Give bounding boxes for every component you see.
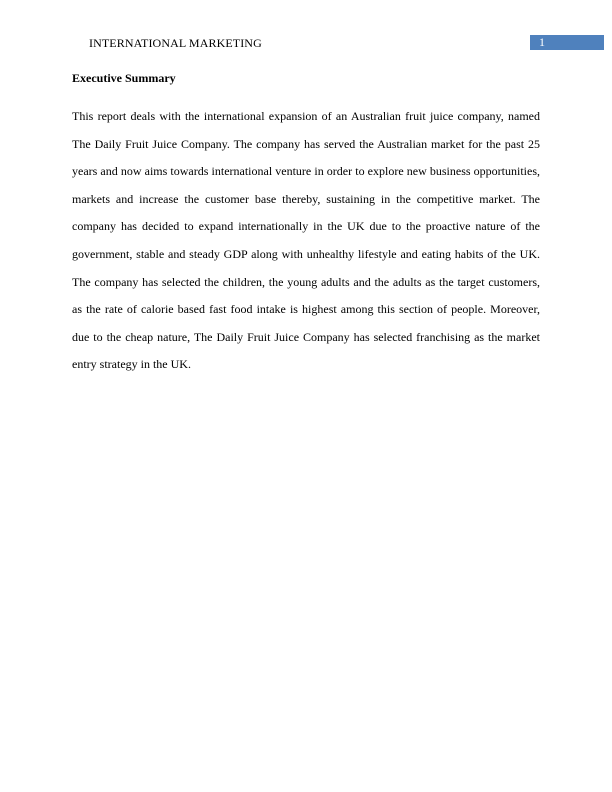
running-header-title: INTERNATIONAL MARKETING bbox=[89, 36, 262, 50]
body-paragraph: This report deals with the international expansion of an Australian fruit juice company, named The Daily Fruit Juice Company. The company has served the Australian market for the past 25 years and now aims towards international venture in order to explore new business opportunities, markets and increase the customer base thereby, sustaining in the competitive market. The company has decided to expand internationally in the UK due to the proactive nature of the government, stable and steady GDP along with unhealthy lifestyle and eating habits of the UK. The company has selected the children, the young adults and the adults as the target customers, as the rate of calorie based fast food intake is highest among this section of people. Moreover, due to the cheap nature, The Daily Fruit Juice Company has selected franchising as the market entry strategy in the UK. bbox=[72, 109, 540, 372]
page-number: 1 bbox=[539, 35, 545, 49]
page-number-badge bbox=[530, 35, 604, 50]
section-heading: Executive Summary bbox=[72, 71, 176, 85]
